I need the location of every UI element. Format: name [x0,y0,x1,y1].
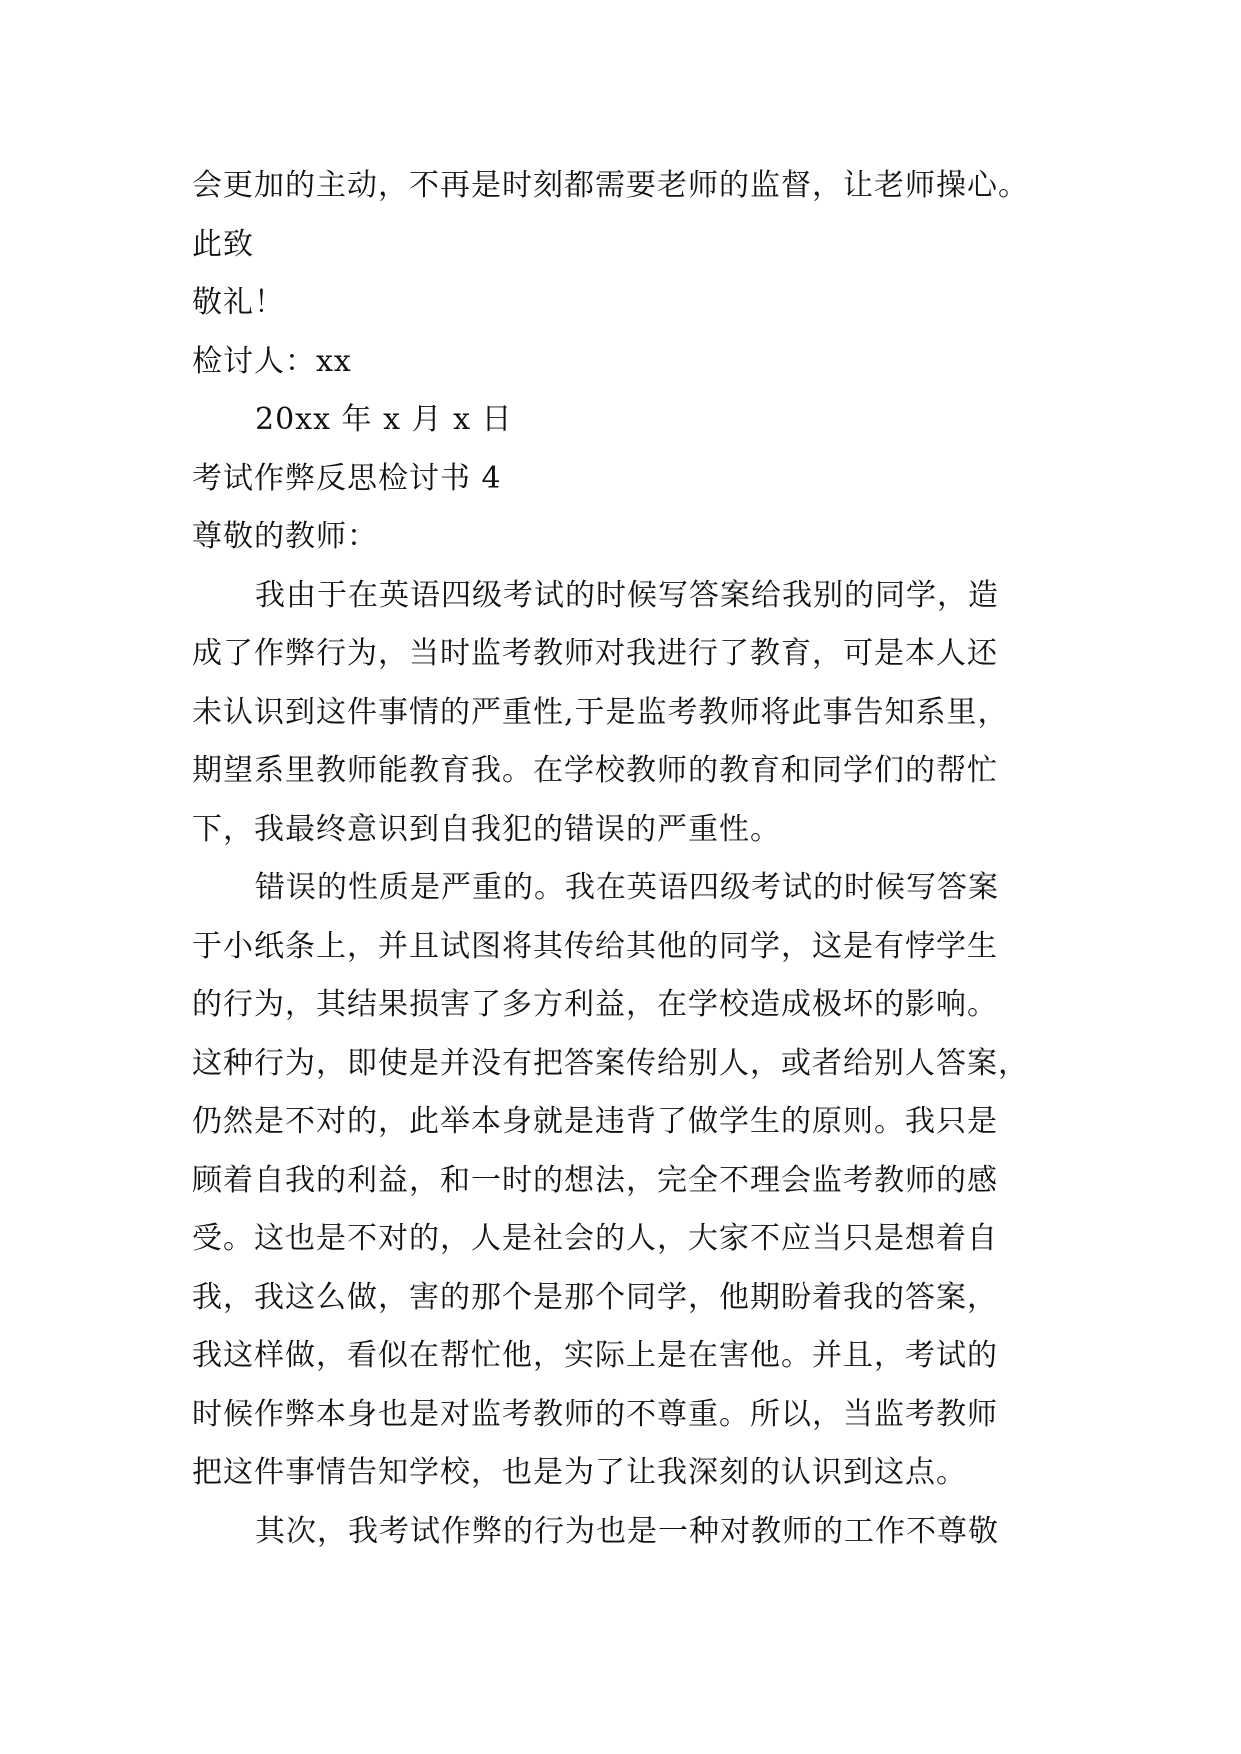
paragraph-line: 的行为，其结果损害了多方利益，在学校造成极坏的影响。 [192,987,998,1022]
paragraph-line: 把这件事情告知学校，也是为了让我深刻的认识到这点。 [192,1455,967,1490]
paragraph-line: 这种行为，即使是并没有把答案传给别人，或者给别人答案， [192,1045,1029,1081]
continuation-line: 会更加的主动，不再是时刻都需要老师的监督，让老师操心。 [192,168,1029,203]
closing-salute: 敬礼！ [192,285,285,320]
paragraph-line: 未认识到这件事情的严重性,于是监考教师将此事告知系里， [192,694,1009,730]
paragraph-2 [192,859,1052,1503]
paragraph-line: 其次，我考试作弊的行为也是一种对教师的工作不尊敬 [255,1513,999,1549]
section-title: 考试作弊反思检讨书 4 [192,460,502,496]
paragraph-line: 我这样做，看似在帮忙他，实际上是在害他。并且，考试的 [192,1338,998,1373]
closing-phrase: 此致 [192,226,254,262]
paragraph-1 [192,567,1052,860]
paragraph-line: 受。这也是不对的，人是社会的人，大家不应当只是想着自 [192,1221,998,1256]
paragraph-line: 于小纸条上，并且试图将其传给其他的同学，这是有悖学生 [192,928,998,964]
paragraph-line: 错误的性质是严重的。我在英语四级考试的时候写答案 [255,870,999,905]
paragraph-line: 下，我最终意识到自我犯的错误的严重性。 [192,811,781,847]
paragraph-line: 仍然是不对的，此举本身就是违背了做学生的原则。我只是 [192,1104,998,1139]
paragraph-line: 顾着自我的利益，和一时的想法，完全不理会监考教师的感 [192,1162,998,1198]
paragraph-line: 成了作弊行为，当时监考教师对我进行了教育，可是本人还 [192,636,998,671]
salutation: 尊敬的教师： [192,519,378,554]
paragraph-3 [192,1503,1052,1562]
paragraph-line: 时候作弊本身也是对监考教师的不尊重。所以，当监考教师 [192,1396,998,1432]
paragraph-line: 我由于在英语四级考试的时候写答案给我别的同学，造 [255,577,999,613]
signer-line: 检讨人：xx [192,343,352,379]
date-line: 20xx 年 x 月 x 日 [255,402,513,437]
paragraph-line: 我，我这么做，害的那个是那个同学，他期盼着我的答案， [192,1279,998,1315]
paragraph-line: 期望系里教师能教育我。在学校教师的教育和同学们的帮忙 [192,753,998,788]
document-body [192,157,1052,1561]
